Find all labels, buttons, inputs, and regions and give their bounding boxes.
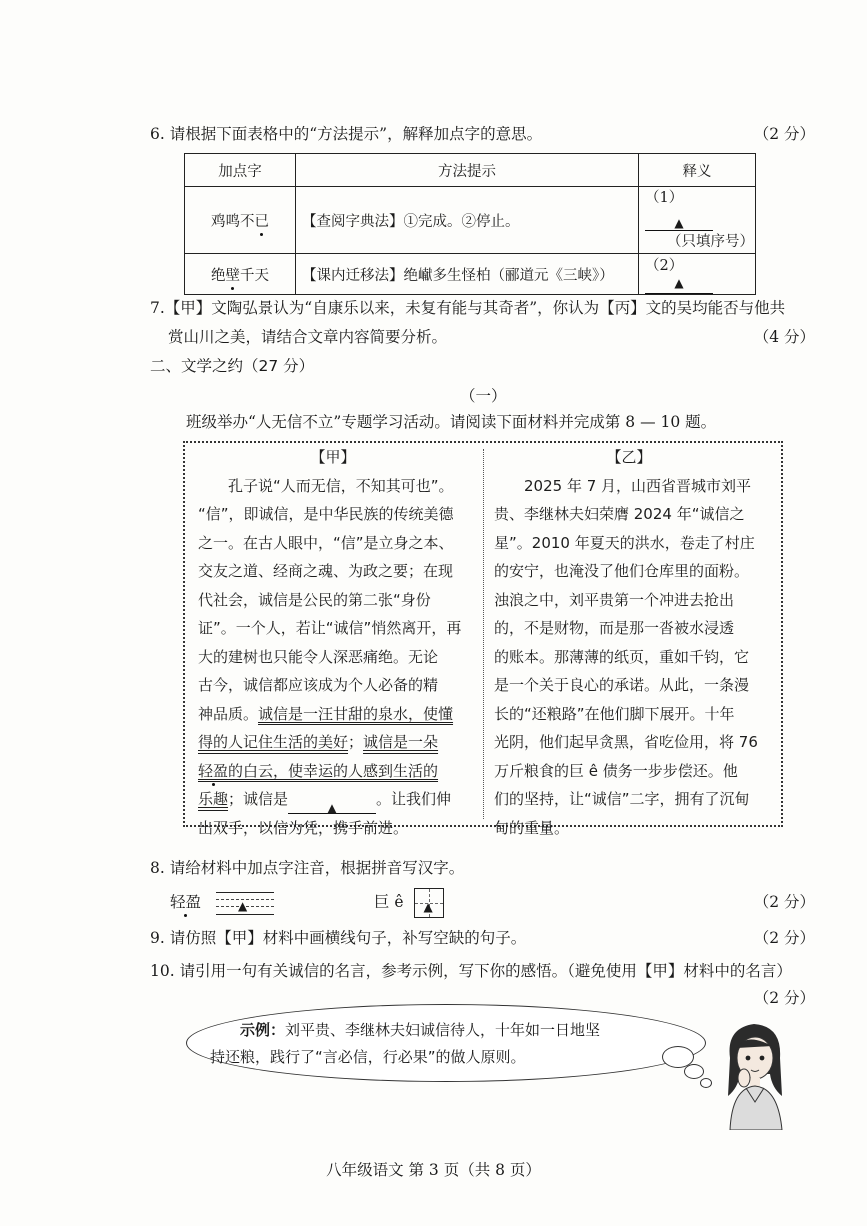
q6-table <box>184 153 756 295</box>
q8-score: （2 分） <box>753 893 815 911</box>
pinyin-box[interactable]: ▲ <box>216 890 274 916</box>
table-cell-word: 鸡鸣不已 <box>185 187 296 254</box>
q10-score: （2 分） <box>753 989 815 1007</box>
fill-blank[interactable]: ▲ <box>288 793 376 814</box>
material-yi-head: 【乙】 <box>606 448 652 466</box>
table-cell-answer[interactable]: （2）▲ <box>639 254 756 295</box>
section-title: 二、文学之约（27 分） <box>150 357 315 375</box>
q6-score: （2 分） <box>753 125 815 143</box>
material-yi: 【乙】 2025 年 7 月，山西省晋城市刘平 贵、李继林夫妇荣膺 2024 年“诚信之 星”。2010 年夏天的洪水，卷走了村庄 的安宁，也淹没了他们仓库里的面粉。 浊浪之中，刘平贵第一个冲进去抢出 的，不是财物，而是那一沓被水浸透 的账本。那薄薄的纸页，重如千钧，它 是一个关于良心的承诺。从此，一条漫 长的“还粮路”在他们脚下展开。十年 光阴，他们起早贪黑，省吃俭用，将 76 万斤粮食的巨 ê 债务一步步偿还。他 们的坚持，让“诚信”二字，拥有了沉甸 甸的重量。 <box>494 443 764 842</box>
table-header: 加点字 <box>185 154 296 187</box>
example-text: 示例：刘平贵、李继林夫妇诚信待人，十年如一日地坚 持还粮，践行了“言必信，行必果”的做人原则。 <box>210 1021 601 1066</box>
thought-bubble <box>684 1064 704 1079</box>
q9-text: 9. 请仿照【甲】材料中画横线句子，补写空缺的句子。 <box>150 929 527 947</box>
table-header: 释义 <box>639 154 756 187</box>
material-box <box>183 441 783 837</box>
section-intro: 班级举办“人无信不立”专题学习活动。请阅读下面材料并完成第 8 — 10 题。 <box>186 413 717 431</box>
page-footer: 八年级语文 第 3 页（共 8 页） <box>326 1161 541 1179</box>
material-divider <box>483 449 484 819</box>
q6-text: 6. 请根据下面表格中的“方法提示”，解释加点字的意思。 <box>150 125 543 143</box>
table-cell-hint: 【查阅字典法】①完成。②停止。 <box>296 187 639 254</box>
thought-bubble <box>700 1078 712 1088</box>
q7-score: （4 分） <box>753 328 815 346</box>
section-sub: （一） <box>460 387 507 405</box>
table-cell-word: 绝壁千天 <box>185 254 296 295</box>
q9-score: （2 分） <box>753 929 815 947</box>
material-jia-head: 【甲】 <box>310 448 356 466</box>
table-cell-hint: 【课内迁移法】绝𪩘多生怪柏（郦道元《三峡》） <box>296 254 639 295</box>
q10-text: 10. 请引用一句有关诚信的名言，参考示例，写下你的感悟。（避免使用【甲】材料中的名言） <box>150 962 792 980</box>
table-cell-answer[interactable]: （1）▲ （只填序号） <box>639 187 756 254</box>
q8-items: 轻盈 ▲ 巨 ê ▲ <box>170 888 444 918</box>
table-header: 方法提示 <box>296 154 639 187</box>
q8-text: 8. 请给材料中加点字注音，根据拼音写汉字。 <box>150 859 465 877</box>
char-box[interactable]: ▲ <box>414 888 444 918</box>
student-illustration-icon <box>716 1018 794 1130</box>
q7-line1: 7.【甲】文陶弘景认为“自康乐以来，未复有能与其奇者”，你认为【丙】文的吴均能否与他共 <box>150 299 786 317</box>
material-jia: 【甲】 孔子说“人而无信，不知其可也”。 “信”，即诚信，是中华民族的传统美德 之一。在古人眼中，“信”是立身之本、 交友之道、经商之魂、为政之要；在现 代社会，诚信是公民的第二张“身份 证”。一个人，若让“诚信”悄然离开，再 大的建树也只能令人深恶痛绝。无论 古今，诚信都应该成为个人必备的精 神品质。诚信是一汪甘甜的泉水，使懂 得的人记住生活的美好；诚信是一朵 轻盈的白云，使幸运的人感到生活的 乐趣；诚信是 ▲ 。让我们伸 出双手，以信为凭，携手前进。 <box>198 443 468 842</box>
q7-line2: 赏山川之美，请结合文章内容简要分析。 <box>168 328 448 346</box>
